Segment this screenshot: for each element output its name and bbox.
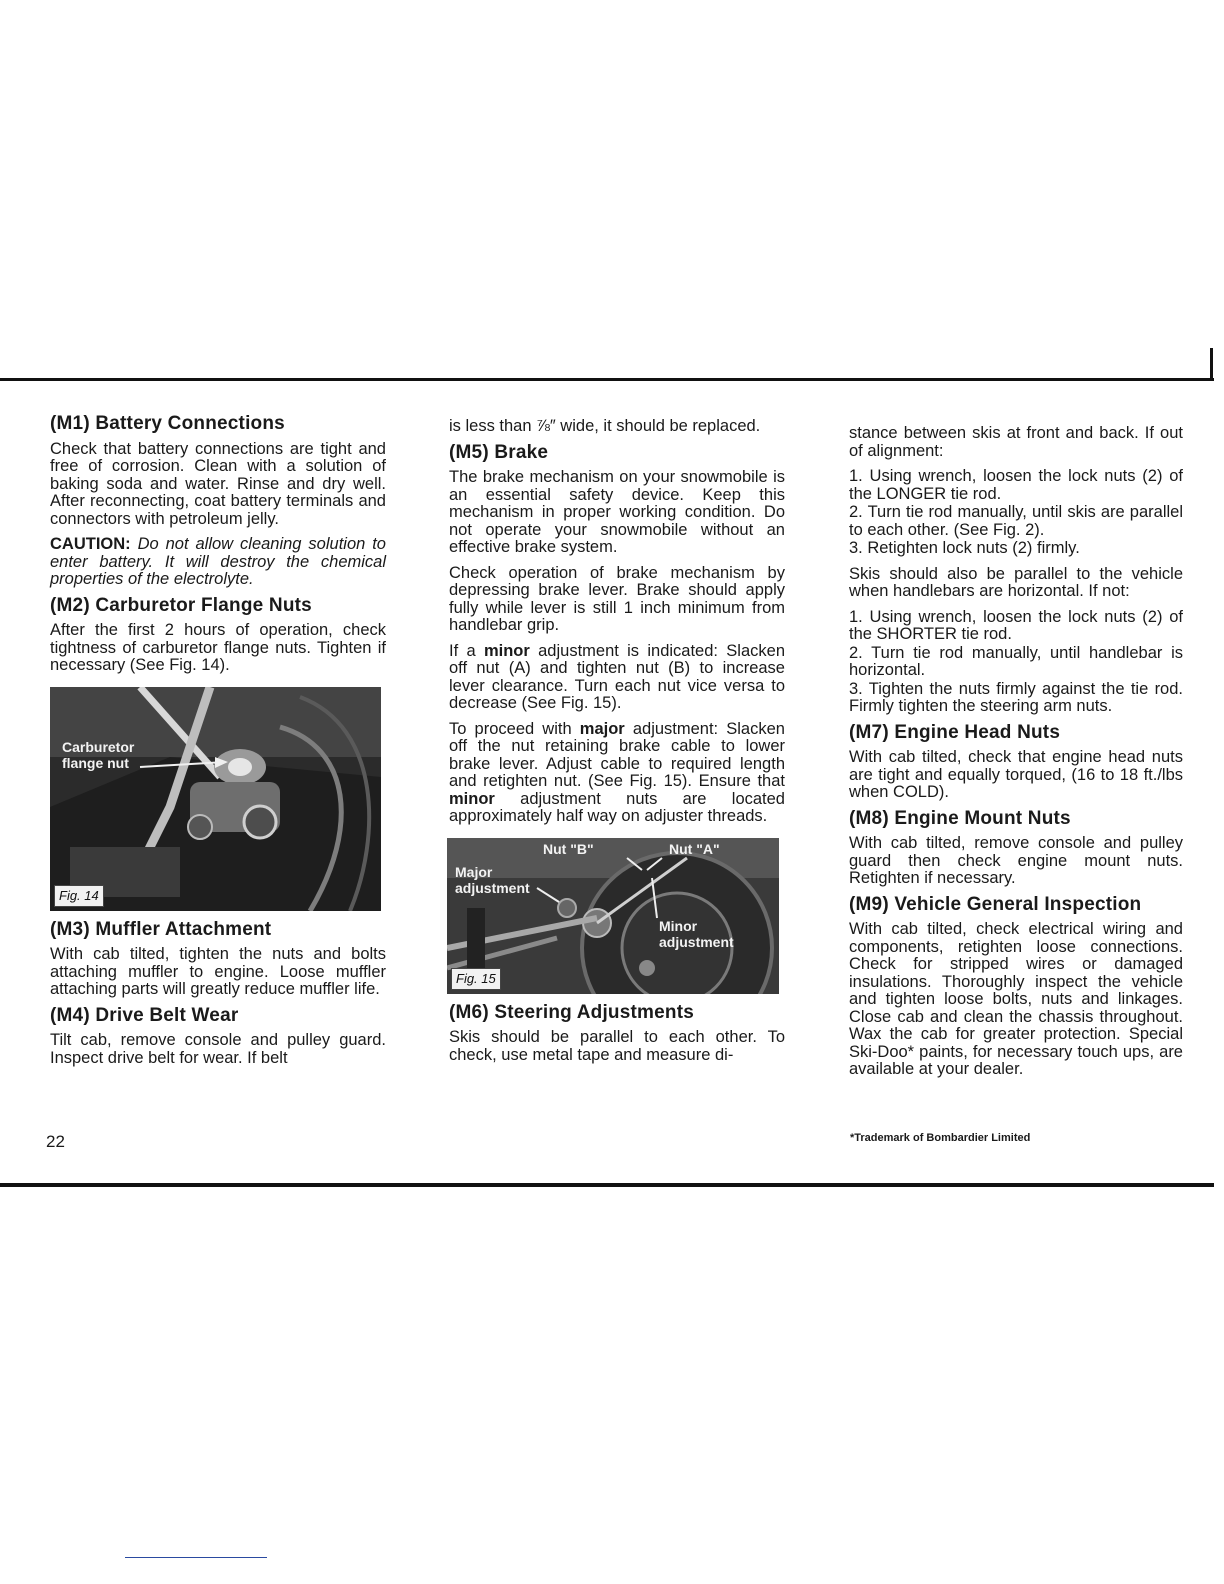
- section-m7-body: With cab tilted, check that engine head nuts are tight and equally torqued, (16 to 18 ft./lbs when COLD).: [849, 748, 1183, 801]
- fig14-label: Fig. 14: [54, 885, 104, 907]
- section-m4-continuation: is less than ⅞″ wide, it should be replaced.: [449, 417, 761, 435]
- column-right: [849, 425, 1183, 1087]
- fig15-major-line2: adjustment: [455, 879, 530, 896]
- page-number: 22: [46, 1132, 65, 1151]
- column-left: [50, 415, 386, 1075]
- caution-note: [50, 536, 386, 589]
- m5-p4-pre: To proceed with: [449, 719, 572, 738]
- fig15-minor-line1: Minor: [659, 917, 698, 934]
- figure-14: [50, 687, 381, 911]
- section-m5-p3: [449, 643, 785, 713]
- section-m5-title: (M5) Brake: [449, 441, 549, 463]
- steering-step-2: 2. Turn tie rod manually, until skis are parallel to each other. (See Fig. 2).: [849, 503, 1183, 539]
- section-m6-title: (M6) Steering Adjustments: [449, 1001, 694, 1023]
- section-m5-p2: Check operation of brake mechanism by depressing brake lever. Brake should apply fully while lever is still 1 inch minimum from handlebar grip.: [449, 563, 785, 634]
- bottom-rule: [0, 1183, 1214, 1187]
- handlebar-step-2: 2. Turn tie rod manually, until handlebar is horizontal.: [849, 643, 1183, 679]
- section-m9-body: With cab tilted, check electrical wiring and components, retighten loose connections. Check for stripped wires or damaged insulations. Thoroughly inspect the vehicle and tighten loose bolts, nuts and linkages. Close cab and clean the chassis throughout. Wax the cab for greater protection. Special Ski-Doo* paints, for necessary touch ups, are available at your dealer.: [849, 920, 1183, 1078]
- m5-p3-pre: If a: [449, 641, 476, 660]
- fig15-nut-b-label: Nut "B": [543, 840, 594, 857]
- section-m8-title: (M8) Engine Mount Nuts: [849, 807, 1071, 829]
- m5-p4-bold2: minor: [449, 789, 495, 808]
- section-m1-title: (M1) Battery Connections: [50, 413, 285, 434]
- m5-p4-post: adjustment nuts are located approximately half way on adjuster threads.: [449, 789, 785, 825]
- fig15-label: Fig. 15: [451, 968, 501, 990]
- section-m4-body: Tilt cab, remove console and pulley guard. Inspect drive belt for wear. If belt: [50, 1031, 386, 1067]
- caution-label: CAUTION:: [50, 535, 131, 553]
- carburetor-photo: [50, 687, 381, 911]
- handlebar-step-1: 1. Using wrench, loosen the lock nuts (2) of the SHORTER tie rod.: [849, 607, 1183, 643]
- m5-p4-bold: major: [579, 719, 625, 738]
- top-rule-corner: [1210, 348, 1213, 380]
- handlebar-step-3: 3. Tighten the nuts firmly against the tie rod. Firmly tighten the steering arm nuts.: [849, 679, 1183, 715]
- section-m9-title: (M9) Vehicle General Inspection: [849, 893, 1142, 915]
- column-middle: [449, 418, 785, 1072]
- m5-p3-post: adjustment is indicated: Slacken off nut (A) and tighten nut (B) to increase lever clearance. Turn each nut vice versa to decrease (See Fig. 15).: [449, 641, 785, 712]
- section-m5-p1: The brake mechanism on your snowmobile is an essential safety device. Keep this mechanism in proper working condition. Do not operate your snowmobile without an effective brake system.: [449, 468, 785, 556]
- fig15-minor-line2: adjustment: [659, 933, 734, 950]
- fig15-major-callout: [455, 864, 530, 896]
- section-m2-body: After the first 2 hours of operation, check tightness of carburetor flange nuts. Tighten if necessary (See Fig. 14).: [50, 621, 386, 674]
- steering-horizontal-intro: Skis should also be parallel to the vehicle when handlebars are horizontal. If not:: [849, 564, 1183, 600]
- m5-p4-mid: adjustment: Slacken off the nut retaining brake cable to lower brake lever. Adjust cable to required length and retighten nut. (See Fig. 15). Ensure that: [449, 719, 785, 790]
- m5-p3-bold: minor: [483, 641, 530, 660]
- fig15-major-line1: Major: [455, 863, 493, 880]
- section-m7-title: (M7) Engine Head Nuts: [849, 721, 1061, 743]
- section-m6-body: Skis should be parallel to each other. To check, use metal tape and measure di-: [449, 1028, 785, 1064]
- section-m2-title: (M2) Carburetor Flange Nuts: [50, 594, 312, 616]
- fig14-callout-line2: flange nut: [62, 754, 129, 771]
- fig14-callout: [62, 739, 134, 771]
- section-m6-continuation: stance between skis at front and back. If out of alignment:: [849, 424, 1183, 460]
- section-m4-title: (M4) Drive Belt Wear: [50, 1004, 239, 1026]
- caution-text: Do not allow cleaning solution to enter battery. It will destroy the chemical properties of the electrolyte.: [50, 535, 386, 588]
- top-rule: [0, 378, 1214, 381]
- section-m5-p4: [449, 721, 785, 826]
- section-m3-title: (M3) Muffler Attachment: [50, 918, 272, 940]
- section-m3-body: With cab tilted, tighten the nuts and bolts attaching muffler to engine. Loose muffler attaching parts will greatly reduce muffler life.: [50, 945, 386, 998]
- steering-step-3: 3. Retighten lock nuts (2) firmly.: [849, 539, 1080, 557]
- section-m1-body: Check that battery connections are tight and free of corrosion. Clean with a solution of baking soda and water. Rinse and dry well. After reconnecting, coat battery terminals and connectors with petroleum jelly.: [50, 439, 386, 528]
- fig15-minor-callout: [659, 918, 734, 950]
- steering-step-1: 1. Using wrench, loosen the lock nuts (2) of the LONGER tie rod.: [849, 467, 1183, 503]
- figure-15: [447, 838, 779, 994]
- trademark-footnote: *Trademark of Bombardier Limited: [850, 1132, 1031, 1144]
- fig15-nut-a-label: Nut "A": [669, 840, 720, 857]
- section-m8-body: With cab tilted, remove console and pulley guard then check engine mount nuts. Retighten if necessary.: [849, 834, 1183, 887]
- scan-artifact-line: [125, 1557, 267, 1558]
- fig14-callout-line1: Carburetor: [62, 738, 135, 755]
